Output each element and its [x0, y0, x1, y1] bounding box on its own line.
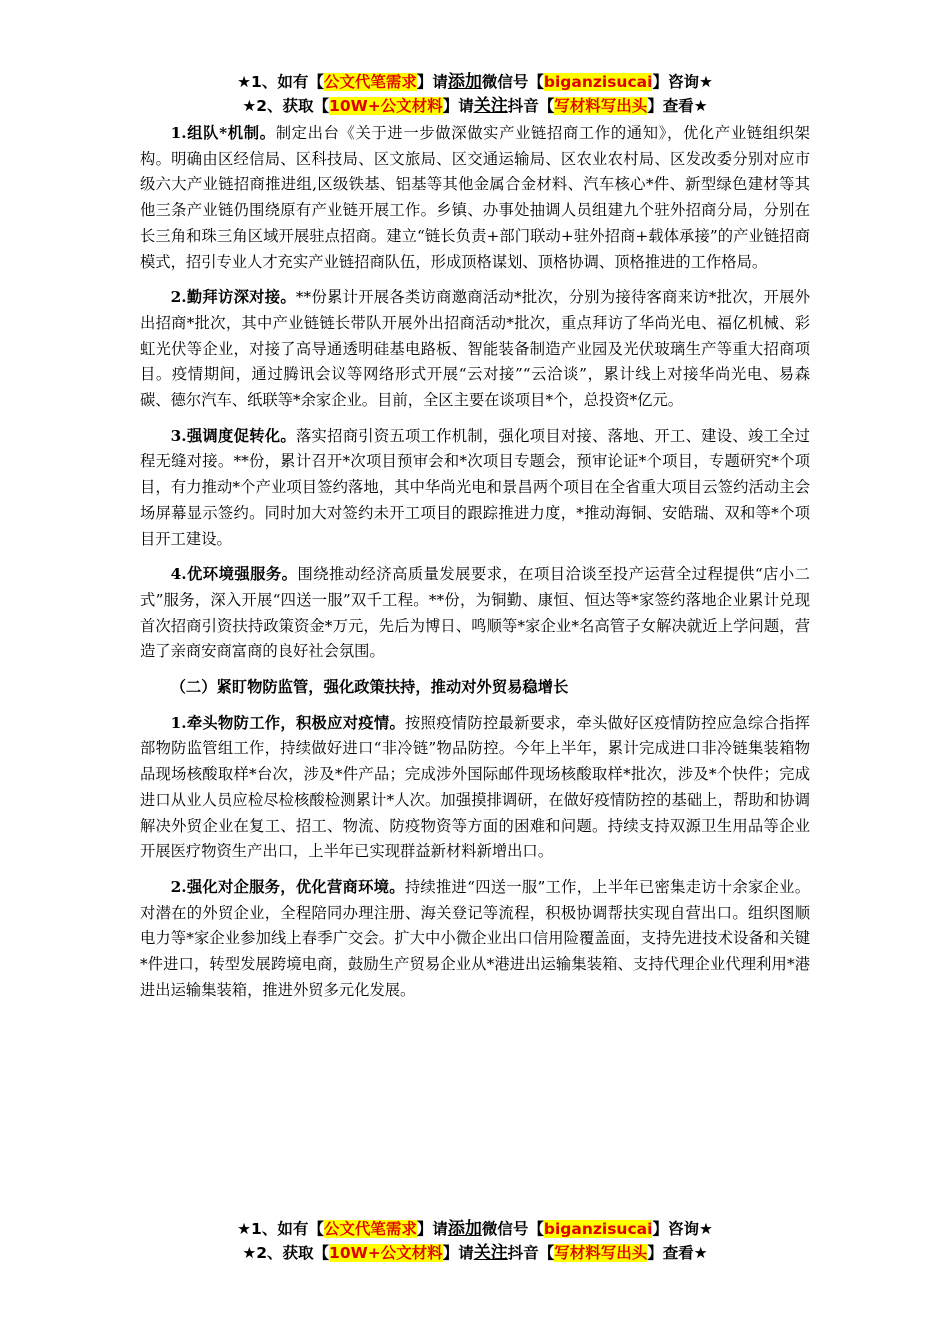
promo-highlight: 公文代笔需求 — [323, 1220, 417, 1238]
promo-text: ★1、如有【 — [237, 73, 324, 91]
paragraph-lead: 1.牵头物防工作，积极应对疫情。 — [170, 713, 406, 732]
paragraph-text: **份累计开展各类访商邀商活动*批次，分别为接待客商来访*批次，开展外出招商*批次，其中产业链链长带队开展外出招商活动*批次，重点拜访了华尚光电、福亿机械、彩虹光伏等企业，对接了高导通透明硅基电路板、智能装备制造产业园及光伏玻璃生产等重大招商项目。疫情期间，通过腾讯会议等网络形式开展“云对接”“云洽谈”，累计线上对接华尚光电、易森碳、德尔汽车、纸联等*余家企业。目前，全区主要在谈项目*个，总投资*亿元。 — [140, 288, 810, 410]
promo-wechat-id: biganzisucai — [543, 1220, 653, 1238]
paragraph-6 — [140, 875, 810, 1004]
promo-text: 】请 — [416, 1220, 448, 1238]
paragraph-4 — [140, 562, 810, 665]
paragraph-text: 按照疫情防控最新要求，牵头做好区疫情防控应急综合指挥部物防监管组工作，持续做好进口“非冷链”物品防控。今年上半年，累计完成进口非冷链集装箱物品现场核酸取样*台次，涉及*件产品；完成涉外国际邮件现场核酸取样*批次，涉及*个快件；完成进口从业人员应检尽检核酸检测累计*人次。加强摸排调研，在做好疫情防控的基础上，帮助和协调解决外贸企业在复工、招工、物流、防疫物资等方面的困难和问题。持续支持双源卫生用品等企业开展医疗物资生产出口，上半年已实现群益新材料新增出口。 — [140, 713, 810, 861]
promo-text: 】请 — [416, 73, 448, 91]
promo-underline: 添加 — [447, 72, 482, 92]
promo-text: 】请 — [442, 97, 474, 115]
promo-text: 抖音【 — [507, 97, 555, 115]
paragraph-2 — [140, 285, 810, 414]
promo-text: ★1、如有【 — [237, 1220, 324, 1238]
promo-text: 微信号【 — [481, 1220, 544, 1238]
paragraph-lead: 2.勤拜访深对接。 — [170, 288, 296, 307]
paragraph-1 — [140, 121, 810, 275]
promo-text: ★2、获取【 — [242, 1244, 330, 1262]
promo-underline: 添加 — [447, 1219, 482, 1239]
paragraph-text: 持续推进“四送一服”工作，上半年已密集走访十余家企业。对潜在的外贸企业，全程陪同办理注册、海关登记等流程，积极协调帮扶实现自营出口。组织图顺电力等*家企业参加线上春季广交会。扩大中小微企业出口信用险覆盖面，支持先进技术设备和关键*件进口，转型发展跨境电商，鼓励生产贸易企业从*港进出运输集装箱、支持代理企业代理利用*港进出运输集装箱，推进外贸多元化发展。 — [140, 877, 810, 999]
promo-text: ★2、获取【 — [242, 97, 330, 115]
promo-underline: 关注 — [473, 96, 508, 116]
promo-text: 】请 — [442, 1244, 474, 1262]
paragraph-5 — [140, 711, 810, 865]
paragraph-text: 制定出台《关于进一步做深做实产业链招商工作的通知》，优化产业链组织架构。明确由区经信局、区科技局、区文旅局、区交通运输局、区农业农村局、区发改委分别对应市级六大产业链招商推进组,区级铁基、铝基等其他金属合金材料、汽车核心*件、新型绿色建材等其他三条产业链仍围绕原有产业链开展工作。乡镇、办事处抽调人员组建九个驻外招商分局，分别在长三角和珠三角区域开展驻点招商。建立“链长负责+部门联动+驻外招商+载体承接”的产业链招商模式，招引专业人才充实产业链招商队伍，形成顶格谋划、顶格协调、顶格推进的工作格局。 — [140, 124, 810, 271]
paragraph-text: 围绕推动经济高质量发展要求，在项目洽谈至投产运营全过程提供“店小二式”服务，深入开展“四送一服”双千工程。**份，为铜勤、康恒、恒达等*家签约落地企业累计兑现首次招商引资扶持政策资金*万元，先后为博日、鸣顺等*家企业*名高管子女解决就近上学问题，营造了亲商安商富商的良好社会氛围。 — [140, 565, 810, 661]
paragraph-3 — [140, 424, 810, 553]
paragraph-lead: 1.组队*机制。 — [170, 124, 276, 142]
paragraph-lead: 4.优环境强服务。 — [170, 565, 298, 584]
promo-text: 】咨询★ — [652, 73, 713, 91]
promo-line-2-top — [140, 94, 810, 118]
promo-text: 抖音【 — [507, 1244, 555, 1262]
promo-highlight: 公文代笔需求 — [323, 73, 417, 91]
promo-line-1-bottom — [140, 1217, 810, 1241]
promo-text: 微信号【 — [481, 73, 544, 91]
promo-highlight: 10W+公文材料 — [329, 1244, 443, 1262]
paragraph-lead: 3.强调度促转化。 — [170, 426, 296, 445]
paragraph-text: 落实招商引资五项工作机制，强化项目对接、落地、开工、建设、竣工全过程无缝对接。**份，累计召开*次项目预审会和*次项目专题会，预审论证*个项目，专题研究*个项目，有力推动*个产业项目签约落地，其中华尚光电和景昌两个项目在全省重大项目云签约活动主会场屏幕显示签约。同时加大对签约未开工项目的跟踪推进力度，*推动海铜、安皓瑞、双和等*个项目开工建设。 — [140, 426, 810, 548]
promo-underline: 关注 — [473, 1243, 508, 1263]
paragraph-lead: 2.强化对企服务，优化营商环境。 — [170, 877, 405, 896]
promo-highlight: 10W+公文材料 — [329, 97, 443, 115]
promo-line-2-bottom — [140, 1241, 810, 1265]
promo-text: 】查看★ — [647, 1244, 708, 1262]
promo-text: 】查看★ — [647, 97, 708, 115]
document-body — [140, 121, 810, 1014]
promo-text: 】咨询★ — [652, 1220, 713, 1238]
promo-wechat-id: biganzisucai — [543, 73, 653, 91]
promo-line-1-top — [140, 70, 810, 94]
promo-douyin-id: 写材料写出头 — [554, 1244, 648, 1262]
promo-douyin-id: 写材料写出头 — [554, 97, 648, 115]
section-heading: （二）紧盯物防监管，强化政策扶持，推动对外贸易稳增长 — [170, 678, 569, 697]
